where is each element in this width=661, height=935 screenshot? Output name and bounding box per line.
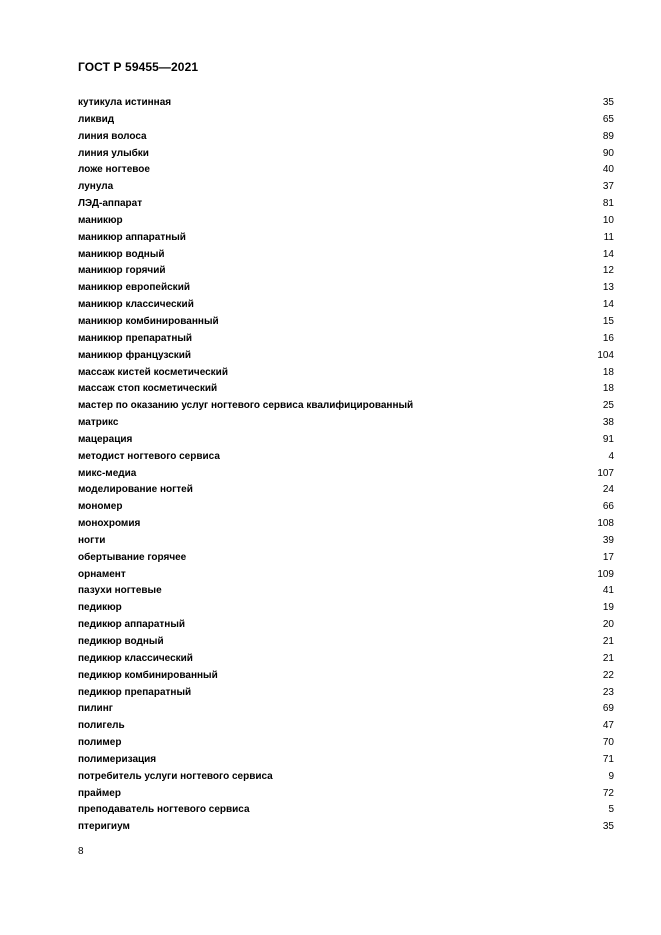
index-row: [78, 600, 614, 617]
index-row: [78, 786, 614, 803]
index-term: массаж кистей косметический: [78, 366, 228, 378]
index-row: [78, 381, 614, 398]
index-term: маникюр препаратный: [78, 332, 193, 344]
index-term: орнамент: [78, 568, 126, 580]
index-term: методист ногтевого сервиса: [78, 450, 220, 462]
index-row: [78, 398, 614, 415]
index-row: [78, 129, 614, 146]
index-term: ЛЭД-аппарат: [78, 198, 143, 210]
index-page-ref: 69: [602, 703, 614, 715]
index-term: педикюр комбинированный: [78, 669, 218, 681]
index-page-ref: 13: [602, 282, 614, 294]
index-row: [78, 297, 614, 314]
index-row: [78, 550, 614, 567]
index-row: [78, 668, 614, 685]
index-row: [78, 331, 614, 348]
index-term: маникюр водный: [78, 248, 165, 260]
index-term: мономер: [78, 501, 123, 513]
index-term: моделирование ногтей: [78, 484, 193, 496]
index-term: пазухи ногтевые: [78, 585, 162, 597]
index-page-ref: 89: [602, 130, 614, 142]
index-row: [78, 162, 614, 179]
index-term: полимер: [78, 737, 122, 749]
index-row: [78, 432, 614, 449]
index-row: [78, 314, 614, 331]
index-row: [78, 348, 614, 365]
index-page-ref: 107: [597, 467, 614, 479]
index-row: [78, 583, 614, 600]
index-row: [78, 499, 614, 516]
index-page-ref: 14: [602, 299, 614, 311]
index-row: [78, 213, 614, 230]
index-term: маникюр французский: [78, 349, 192, 361]
index-page-ref: 14: [602, 248, 614, 260]
index-page-ref: 19: [602, 602, 614, 614]
index-term: педикюр препаратный: [78, 686, 192, 698]
index-term: педикюр водный: [78, 636, 164, 647]
index-term: педикюр: [78, 602, 122, 614]
index-page-ref: 90: [602, 147, 614, 159]
index-term: ликвид: [78, 113, 115, 125]
index-page-ref: 41: [602, 585, 614, 597]
index-row: [78, 466, 614, 483]
index-term: маникюр: [78, 214, 123, 226]
index-page-ref: 5: [608, 804, 614, 816]
index-row: [78, 567, 614, 584]
index-term: обертывание горячее: [78, 551, 187, 563]
index-row: [78, 651, 614, 668]
index-page-ref: 40: [602, 164, 614, 176]
index-row: [78, 263, 614, 280]
index-page-ref: 18: [602, 383, 614, 395]
index-term: преподаватель ногтевого сервиса: [78, 804, 250, 816]
index-page-ref: 9: [608, 770, 614, 782]
index-page-ref: 35: [602, 821, 614, 833]
index-term: маникюр горячий: [78, 265, 166, 277]
index-term: ногти: [78, 534, 106, 546]
index-page-ref: 65: [602, 113, 614, 125]
index-row: [78, 95, 614, 112]
index-row: [78, 634, 614, 651]
index-page-ref: 104: [597, 349, 614, 361]
index-row: [78, 819, 614, 836]
index-term: микс-медиа: [78, 467, 137, 479]
index-row: [78, 701, 614, 718]
index-page-ref: 15: [602, 315, 614, 327]
index-term: птеригиум: [78, 821, 130, 833]
index-page-ref: 24: [602, 484, 614, 496]
index-term: маникюр классический: [78, 299, 194, 311]
index-page-ref: 20: [602, 619, 614, 631]
index-term: лунула: [78, 181, 114, 193]
index-row: [78, 449, 614, 466]
index-term: кутикула истинная: [78, 97, 172, 108]
index-term: мацерация: [78, 433, 133, 445]
index-term: маникюр аппаратный: [78, 231, 186, 243]
index-page-ref: 11: [603, 231, 614, 243]
index-row: [78, 196, 614, 213]
index-page-ref: 91: [602, 433, 614, 445]
index-page-ref: 39: [602, 534, 614, 546]
index-row: [78, 179, 614, 196]
index-term: массаж стоп косметический: [78, 383, 218, 395]
index-row: [78, 718, 614, 735]
index-term: полимеризация: [78, 753, 157, 765]
index-row: [78, 533, 614, 550]
index-row: [78, 735, 614, 752]
index-page-ref: 16: [602, 332, 614, 344]
index-page-ref: 81: [602, 198, 614, 210]
index-row: [78, 802, 614, 819]
index-term: маникюр европейский: [78, 282, 190, 294]
index-term: праймер: [78, 787, 121, 799]
index-page-ref: 37: [602, 181, 614, 193]
index-page-ref: 71: [602, 753, 614, 765]
index-term: линия улыбки: [78, 147, 149, 159]
index-page-ref: 10: [602, 214, 614, 226]
page-number: 8: [78, 846, 84, 857]
index-term: потребитель услуги ногтевого сервиса: [78, 770, 273, 782]
index-term: пилинг: [78, 703, 113, 715]
index-row: [78, 482, 614, 499]
index-page-ref: 21: [602, 652, 614, 664]
index-row: [78, 230, 614, 247]
index-term: ложе ногтевое: [78, 164, 150, 176]
index-term: мастер по оказанию услуг ногтевого сервиса квалифицированный: [78, 400, 414, 412]
term-index-list: [78, 95, 614, 836]
index-term: линия волоса: [78, 130, 147, 142]
index-page-ref: 21: [602, 636, 614, 647]
index-term: педикюр аппаратный: [78, 619, 186, 631]
index-term: монохромия: [78, 518, 141, 530]
index-page-ref: 18: [602, 366, 614, 378]
index-row: [78, 247, 614, 264]
index-page-ref: 23: [602, 686, 614, 698]
index-page-ref: 47: [602, 720, 614, 732]
index-row: [78, 685, 614, 702]
index-page-ref: 38: [602, 417, 614, 429]
index-term: маникюр комбинированный: [78, 315, 219, 327]
index-row: [78, 365, 614, 382]
index-page-ref: 72: [602, 787, 614, 799]
index-row: [78, 280, 614, 297]
index-page-ref: 25: [602, 400, 614, 412]
index-term: педикюр классический: [78, 652, 193, 664]
index-page-ref: 12: [602, 265, 614, 277]
index-row: [78, 769, 614, 786]
index-page-ref: 70: [602, 737, 614, 749]
index-row: [78, 752, 614, 769]
index-row: [78, 415, 614, 432]
index-page-ref: 17: [602, 551, 614, 563]
index-page-ref: 4: [608, 450, 614, 462]
index-page-ref: 108: [597, 518, 614, 530]
index-page-ref: 35: [602, 97, 614, 108]
index-term: матрикс: [78, 417, 119, 429]
index-row: [78, 617, 614, 634]
index-page-ref: 66: [602, 501, 614, 513]
index-row: [78, 516, 614, 533]
index-row: [78, 112, 614, 129]
index-row: [78, 146, 614, 163]
document-header: ГОСТ Р 59455—2021: [78, 60, 199, 74]
index-page-ref: 109: [597, 568, 614, 580]
index-page-ref: 22: [602, 669, 614, 681]
index-term: полигель: [78, 720, 125, 732]
